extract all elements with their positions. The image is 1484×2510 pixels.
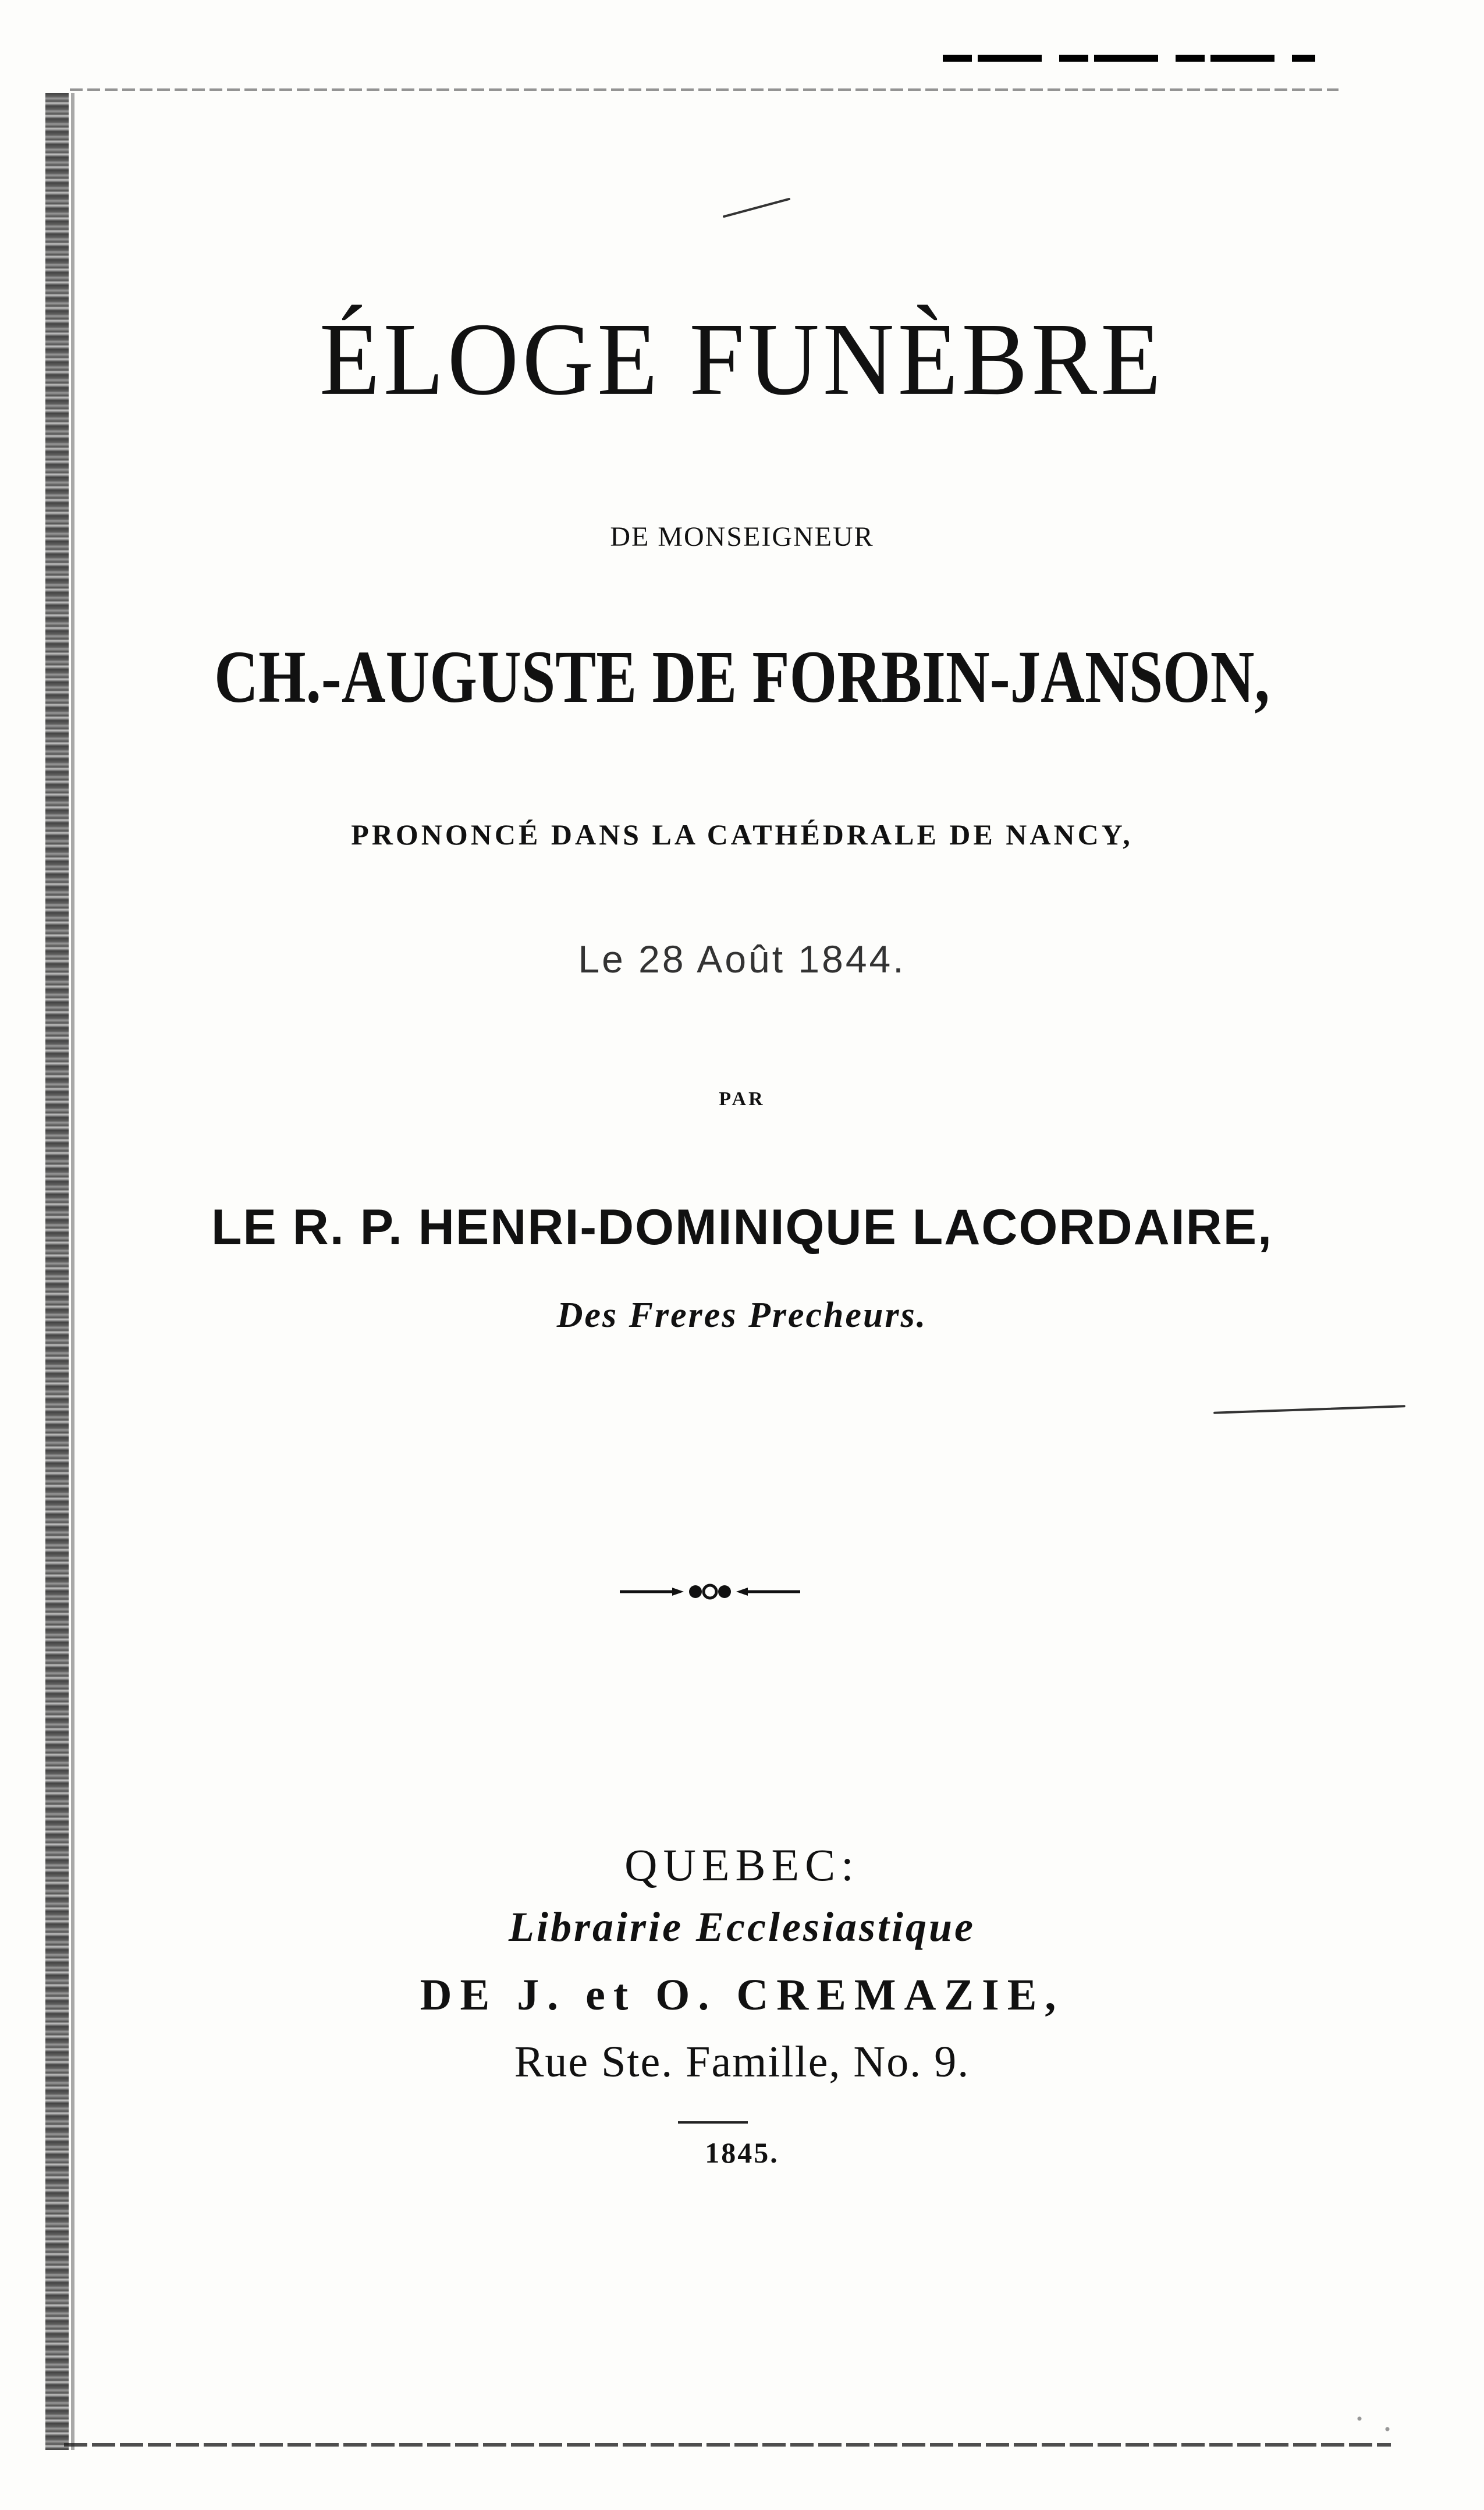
imprint-year: 1845. <box>705 2136 779 2169</box>
date-line: Le 28 Août 1844. <box>578 938 906 981</box>
religious-order: Des Freres Precheurs. <box>556 1295 928 1335</box>
scan-specks <box>1339 2398 1408 2450</box>
by-line: PAR <box>719 1088 765 1110</box>
pen-stroke-top <box>723 198 791 218</box>
subject-name: CH.-AUGUSTE DE FORBIN-JANSON, <box>214 636 1270 718</box>
pen-stroke-right <box>1213 1405 1405 1414</box>
printer-ornament-icon <box>617 1583 803 1600</box>
author-name: LE R. P. HENRI-DOMINIQUE LACORDAIRE, <box>211 1199 1273 1255</box>
imprint-library: Librairie Ecclesiastique <box>509 1904 975 1950</box>
occasion-line: PRONONCÉ DANS LA CATHÉDRALE DE NANCY, <box>351 818 1133 851</box>
imprint-address: Rue Ste. Famille, No. 9. <box>514 2037 970 2086</box>
page-subtitle: DE MONSEIGNEUR <box>610 521 874 552</box>
imprint-city: QUEBEC: <box>624 1840 860 1890</box>
scan-border-left-line <box>71 93 74 2450</box>
imprint-printer: DE J. et O. CREMAZIE, <box>420 1971 1064 2019</box>
scan-border-left <box>45 93 69 2450</box>
year-rule <box>678 2121 748 2124</box>
page-title: ÉLOGE FUNÈBRE <box>319 301 1165 417</box>
scan-border-bottom <box>64 2443 1391 2447</box>
scan-border-top <box>70 88 1339 91</box>
scan-border-top-dark <box>943 55 1315 62</box>
